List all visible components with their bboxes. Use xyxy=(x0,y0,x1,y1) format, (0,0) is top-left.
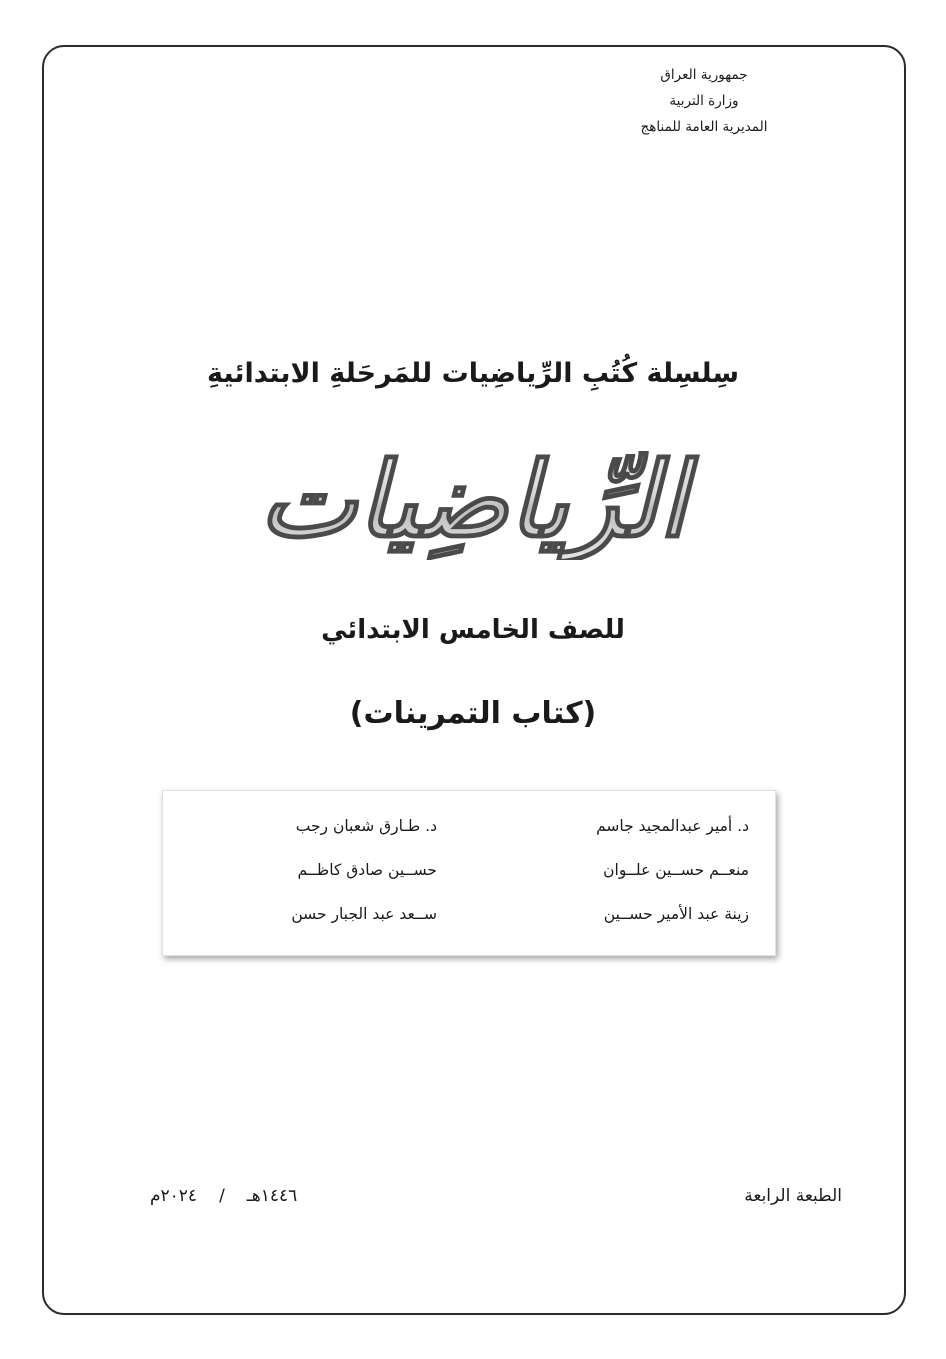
edition-label: الطبعة الرابعة xyxy=(744,1186,842,1206)
book-type-title: (كتاب التمرينات) xyxy=(349,696,597,731)
date-separator: / xyxy=(219,1186,225,1206)
logo-graphic xyxy=(193,440,753,560)
grade-title: للصف الخامس الابتدائي xyxy=(321,615,625,645)
ministry-header xyxy=(574,62,834,140)
hijri-year: ١٤٤٦هـ xyxy=(246,1186,298,1206)
author-name: د. أمير عبدالمجيد جاسم xyxy=(596,817,749,835)
publication-date xyxy=(150,1186,297,1206)
book-logo xyxy=(0,440,946,560)
series-title: سِلسِلة كُتُبِ الرِّياضِيات للمَرحَلةِ الابتدائيةِ xyxy=(206,358,739,389)
country-name: جمهورية العراق xyxy=(660,67,748,83)
author-name: حســين صادق كاظــم xyxy=(297,861,437,879)
ministry-name: وزارة التربية xyxy=(669,93,739,109)
author-name: د. طـارق شعبان رجب xyxy=(295,817,437,835)
authors-box xyxy=(162,790,776,956)
logo-text: الرِّياضِيات xyxy=(259,440,687,560)
directorate-name: المديرية العامة للمناهج xyxy=(640,119,768,135)
author-name: منعــم حســين علــوان xyxy=(603,861,749,879)
author-name: زينة عبد الأمير حســين xyxy=(603,905,749,923)
page-border xyxy=(42,45,906,1315)
gregorian-year: ٢٠٢٤م xyxy=(150,1186,198,1206)
author-name: ســعد عبد الجبار حسن xyxy=(291,905,437,923)
